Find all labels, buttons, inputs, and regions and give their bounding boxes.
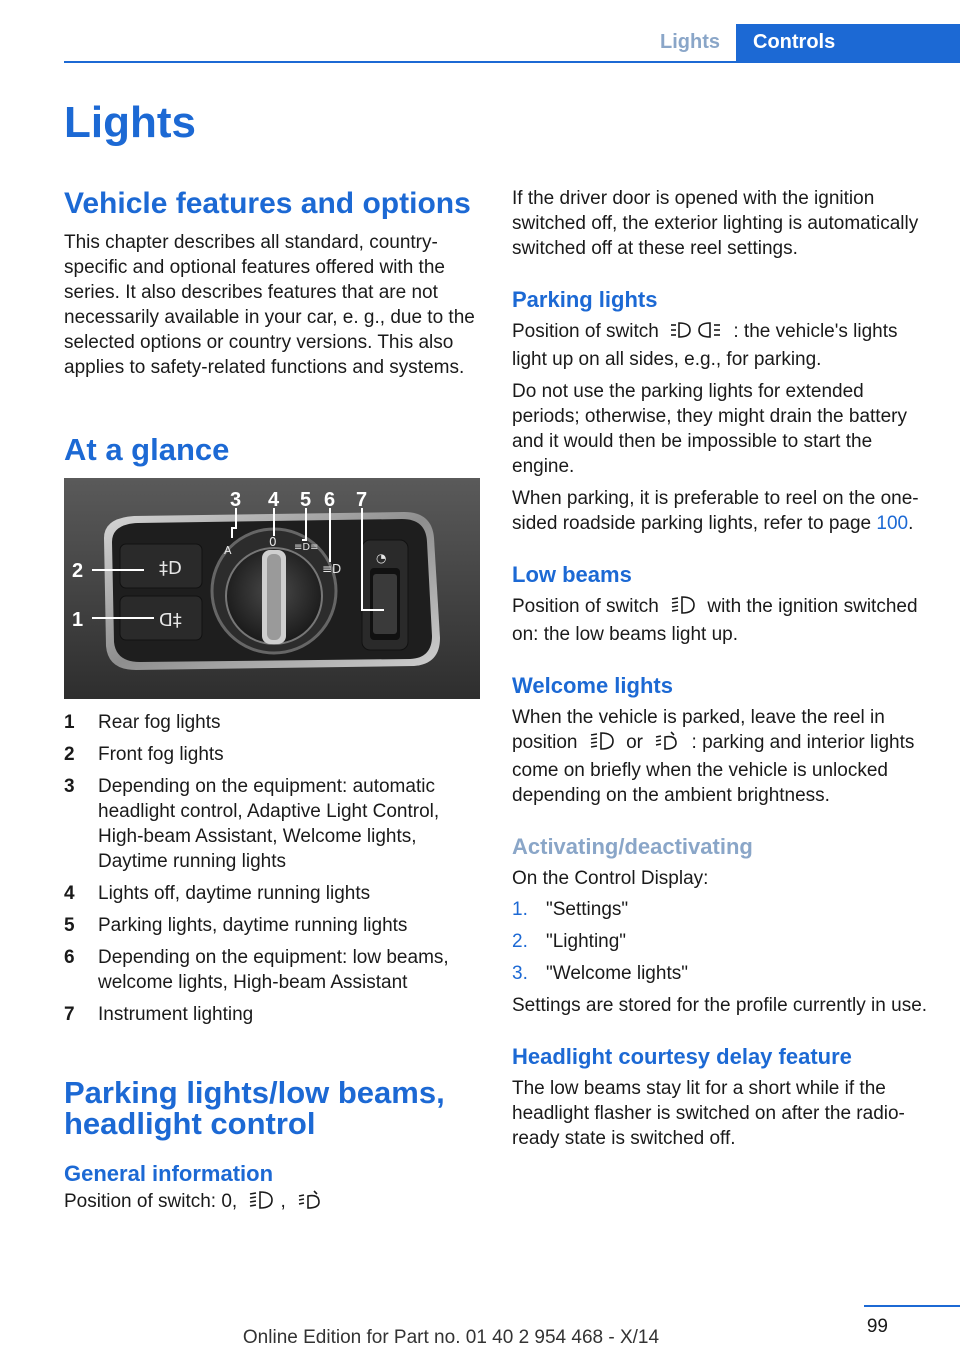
legend-item: 6 Depending on the equipment: low beams, welcome lights, High-beam Assistant bbox=[64, 947, 449, 993]
callout-4: 4 bbox=[268, 489, 280, 511]
features-paragraph: This chapter describes all standard, country-specific and optional features offered with the series. It also describes features that are not necessarily available in your car, e. g., due to the selected options or country versions. This also applies to safety-related functions and systems. bbox=[64, 232, 475, 378]
step-item: 1. "Settings" bbox=[512, 899, 629, 920]
chapter-title: Lights bbox=[64, 98, 196, 147]
footer-rule bbox=[864, 1305, 960, 1307]
general-paragraph: Position of switch: 0, , bbox=[64, 1189, 480, 1217]
parking-paragraph-2: Do not use the parking lights for extended periods; otherwise, they might drain the battery and it would then be impossible to start the engine. bbox=[512, 381, 907, 477]
legend-item: 2 Front fog lights bbox=[64, 744, 224, 765]
footer-edition: Online Edition for Part no. 01 40 2 954 468 - X/14 bbox=[242, 1327, 660, 1348]
svg-text:A: A bbox=[224, 544, 232, 557]
figure-legend bbox=[64, 710, 480, 1027]
legend-item: 1 Rear fog lights bbox=[64, 712, 221, 733]
svg-text:≡D: ≡D bbox=[322, 562, 342, 576]
callout-6: 6 bbox=[324, 489, 336, 511]
parking-lights-icon bbox=[670, 320, 722, 347]
auto-headlight-icon bbox=[297, 1190, 323, 1217]
heading-courtesy-delay: Headlight courtesy delay feature bbox=[512, 1044, 852, 1069]
parking-paragraph-1: Position of switch : the vehicle's lights light up on all sides, e.g., for parking. bbox=[512, 321, 898, 370]
legend-item: 4 Lights off, daytime running lights bbox=[64, 883, 371, 904]
right-column bbox=[512, 186, 928, 1151]
header-section: Lights bbox=[660, 31, 720, 53]
callout-5: 5 bbox=[300, 489, 312, 511]
auto-headlight-icon bbox=[654, 731, 680, 758]
low-beam-auto-icon bbox=[248, 1190, 274, 1217]
low-beam-icon bbox=[670, 595, 696, 622]
callout-3: 3 bbox=[230, 489, 242, 511]
welcome-paragraph: When the vehicle is parked, leave the reel in position or : parking and interior lights come on briefly when the vehicle is unlocked depending on the ambient brightness. bbox=[512, 707, 915, 806]
heading-parking-low-beams: Parking lights/low beams, headlight control bbox=[64, 1075, 445, 1141]
light-switch-figure bbox=[64, 478, 480, 699]
door-paragraph: If the driver door is opened with the ignition switched off, the exterior lighting is automatically switched off at these reel settings. bbox=[512, 188, 919, 259]
heading-glance: At a glance bbox=[64, 432, 230, 467]
svg-text:◔: ◔ bbox=[376, 551, 387, 565]
step-item: 3. "Welcome lights" bbox=[512, 963, 688, 984]
left-column bbox=[64, 186, 480, 1217]
callout-2: 2 bbox=[72, 560, 84, 582]
svg-text:0: 0 bbox=[269, 535, 277, 549]
heading-features: Vehicle features and options bbox=[64, 187, 471, 220]
heading-general-information: General information bbox=[64, 1161, 274, 1186]
svg-text:ᗡ‡: ᗡ‡ bbox=[159, 610, 182, 631]
settings-steps bbox=[512, 897, 928, 986]
heading-low-beams: Low beams bbox=[512, 562, 632, 587]
activating-paragraph: On the Control Display: bbox=[512, 868, 709, 889]
page-number: 99 bbox=[866, 1316, 888, 1337]
heading-welcome-lights: Welcome lights bbox=[512, 673, 673, 698]
svg-text:≡D≡: ≡D≡ bbox=[294, 542, 319, 553]
low-beams-paragraph: Position of switch with the ignition switched on: the low beams light up. bbox=[512, 596, 918, 645]
header-tab: Controls bbox=[736, 24, 960, 61]
parking-paragraph-3: When parking, it is preferable to reel on the one-sided roadside parking lights, refer to page 100. bbox=[512, 488, 919, 534]
legend-item: 7 Instrument lighting bbox=[64, 1004, 254, 1025]
heading-activating: Activating/deactivating bbox=[512, 834, 753, 859]
step-item: 2. "Lighting" bbox=[512, 931, 627, 952]
light-switch-illustration bbox=[64, 478, 480, 699]
header-rule bbox=[64, 61, 960, 63]
heading-parking-lights: Parking lights bbox=[512, 287, 658, 312]
legend-item: 5 Parking lights, daytime running lights bbox=[64, 915, 408, 936]
page-link-100[interactable]: 100 bbox=[876, 513, 909, 534]
legend-item: 3 Depending on the equipment: automatic headlight control, Adaptive Light Control, High-beam Assistant, Welcome lights, Daytime running lights bbox=[64, 776, 440, 872]
courtesy-paragraph: The low beams stay lit for a short while if the headlight flasher is switched on after the radio-ready state is switched off. bbox=[512, 1078, 905, 1149]
svg-text:‡D: ‡D bbox=[159, 558, 182, 579]
callout-7: 7 bbox=[356, 489, 368, 511]
low-beam-icon bbox=[589, 731, 615, 758]
settings-paragraph: Settings are stored for the profile currently in use. bbox=[512, 995, 928, 1016]
callout-1: 1 bbox=[72, 609, 84, 631]
